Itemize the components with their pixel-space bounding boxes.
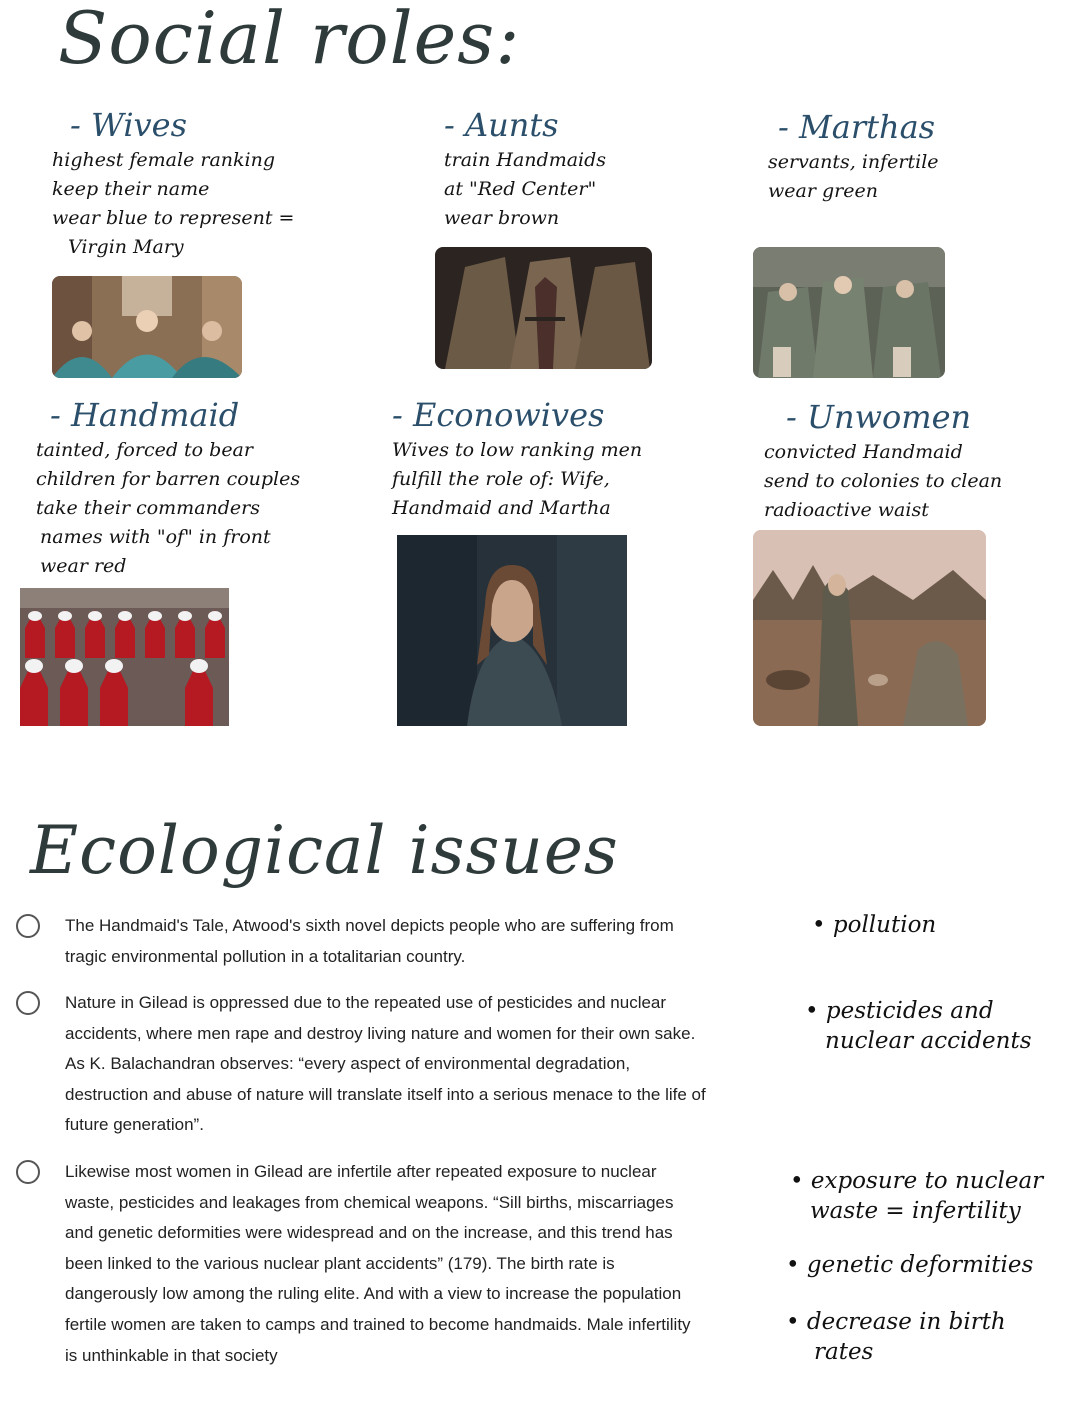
eco-paragraph: Nature in Gilead is oppressed due to the repeated use of pesticides and nuclear accidents, where men rape and destroy living nature and women for their own sake. As K. Balachandran observes: “every aspect of environmental degradation, destruction and abuse of nature will translate itself into a serious menace to the life of future generation”. (65, 993, 706, 1135)
role-heading: - Econowives (392, 396, 605, 434)
role-line: send to colonies to clean (764, 470, 1003, 492)
role-line: convicted Handmaid (764, 441, 963, 463)
role-line: keep their name (52, 178, 210, 200)
note-line: • pesticides and (805, 998, 994, 1024)
note-line: • pollution (812, 912, 937, 938)
note-line: • exposure to nuclear (790, 1168, 1044, 1194)
eco-item-2 (16, 988, 706, 1141)
role-line: Virgin Mary (68, 236, 184, 258)
role-econowives (392, 396, 642, 523)
role-line: at "Red Center" (444, 178, 597, 200)
role-line: wear red (40, 555, 127, 577)
role-line: Handmaid and Martha (392, 497, 611, 519)
role-line: train Handmaids (444, 149, 607, 171)
eco-item-1 (16, 911, 706, 972)
eco-paragraph: The Handmaid's Tale, Atwood's sixth novel depicts people who are suffering from tragic environmental pollution in a totalitarian country. (65, 916, 674, 966)
role-heading: - Marthas (778, 108, 936, 146)
bullet-circle-icon (16, 1160, 40, 1184)
bullet-circle-icon (16, 914, 40, 938)
note-exposure (790, 1166, 1043, 1226)
note-pesticides (805, 996, 1032, 1056)
role-wives (52, 106, 294, 262)
role-line: wear green (768, 180, 878, 202)
eco-paragraph: Likewise most women in Gilead are infertile after repeated exposure to nuclear waste, pesticides and leakages from chemical weapons. “Sill births, miscarriages and genetic deformities were widespread and on the increase, and this trend has been linked to the various nuclear plant accidents” (179). The birth rate is dangerously low among the ruling elite. And with a view to increase the population fertile women are taken to camps and trained to become handmaids. Male infertility is unthinkable in that society (65, 1162, 691, 1365)
note-line: • decrease in birth (786, 1309, 1006, 1335)
role-unwomen (764, 398, 1002, 525)
note-birth (786, 1307, 1006, 1367)
social-roles-title: Social roles: (58, 0, 521, 80)
role-line: radioactive waist (764, 499, 929, 521)
role-line: wear brown (444, 207, 560, 229)
aunts-photo (435, 247, 652, 369)
ecological-title: Ecological issues (30, 812, 619, 889)
econowives-photo (397, 535, 627, 726)
role-marthas (768, 108, 939, 206)
role-line: children for barren couples (36, 468, 301, 490)
marthas-photo (753, 247, 945, 378)
note-line: waste = infertility (810, 1198, 1021, 1224)
role-line: tainted, forced to bear (36, 439, 253, 461)
role-line: Wives to low ranking men (392, 439, 643, 461)
note-line: • genetic deformities (786, 1252, 1034, 1278)
role-heading: - Unwomen (786, 398, 972, 436)
role-heading: - Handmaid (50, 396, 240, 434)
role-heading: - Wives (70, 106, 187, 144)
note-line: nuclear accidents (825, 1028, 1032, 1054)
role-line: fulfill the role of: Wife, (392, 468, 610, 490)
role-line: names with "of" in front (40, 526, 271, 548)
role-handmaid (36, 396, 300, 581)
role-line: highest female ranking (52, 149, 275, 171)
eco-item-3 (16, 1157, 706, 1371)
handmaid-photo (20, 588, 229, 726)
bullet-circle-icon (16, 991, 40, 1015)
role-line: take their commanders (36, 497, 260, 519)
wives-photo (52, 276, 242, 378)
role-line: wear blue to represent = (52, 207, 295, 229)
unwomen-photo (753, 530, 986, 726)
note-genetic (786, 1250, 1033, 1280)
role-aunts (444, 106, 606, 233)
note-pollution (812, 910, 936, 940)
role-heading: - Aunts (444, 106, 559, 144)
role-line: servants, infertile (768, 151, 939, 173)
note-line: rates (814, 1339, 874, 1365)
